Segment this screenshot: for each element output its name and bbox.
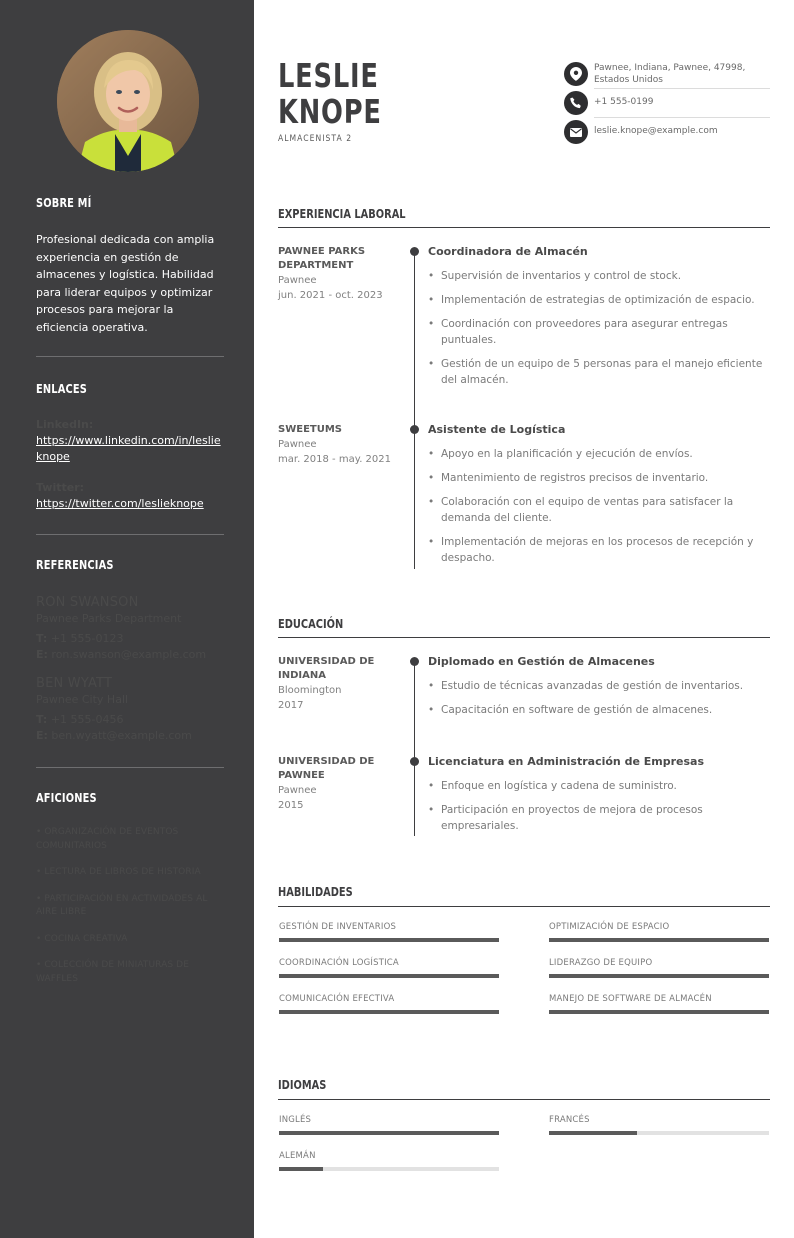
hobby-item: • ORGANIZACIÓN DE EVENTOS COMUNITARIOS	[36, 827, 179, 851]
skill-bar-fill	[549, 1010, 769, 1014]
entry-bullet: • Implementación de mejoras en los procesos de recepción y despacho.	[428, 534, 770, 566]
skill-label: MANEJO DE SOFTWARE DE ALMACÉN	[549, 994, 712, 1004]
contact-phone	[564, 91, 770, 115]
language-label: INGLÉS	[279, 1115, 312, 1125]
org-dates: 2017	[278, 700, 304, 711]
reference-item	[36, 675, 224, 744]
entry-bullet: • Participación en proyectos de mejora de procesos empresariales.	[428, 802, 770, 834]
timeline-dot	[410, 247, 419, 256]
reference-phone: +1 555-0123	[50, 632, 124, 645]
skill-label: COORDINACIÓN LOGÍSTICA	[279, 958, 399, 968]
links-title: ENLACES	[36, 382, 88, 396]
sidebar-divider	[36, 356, 224, 357]
language-bar	[279, 1131, 499, 1135]
org-location: Pawnee	[278, 439, 317, 450]
entry-bullet: • Estudio de técnicas avanzadas de gestión de inventarios.	[428, 678, 770, 694]
timeline-line	[414, 661, 415, 836]
timeline-dot	[410, 757, 419, 766]
twitter-link[interactable]: https://twitter.com/leslieknope	[36, 497, 204, 510]
skill-bar-fill	[549, 974, 769, 978]
timeline-dot	[410, 425, 419, 434]
entry-bullet: • Capacitación en software de gestión de almacenes.	[428, 702, 770, 718]
reference-org: Pawnee City Hall	[36, 693, 129, 706]
language-bar	[279, 1167, 499, 1171]
linkedin-link[interactable]: https://www.linkedin.com/in/leslieknope	[36, 434, 221, 463]
entry-bullet: • Mantenimiento de registros precisos de inventario.	[428, 470, 770, 486]
org-location: Pawnee	[278, 785, 317, 796]
skill-bar	[279, 938, 499, 942]
experience-entry	[428, 423, 770, 574]
section-rule	[278, 227, 770, 228]
skill-item	[549, 994, 769, 1014]
phone-icon	[564, 91, 588, 115]
org-name: UNIVERSIDAD DE INDIANA	[278, 656, 375, 681]
reference-phone-label: T:	[36, 632, 48, 645]
hobby-item: • PARTICIPACIÓN EN ACTIVIDADES AL AIRE LIBRE	[36, 893, 208, 917]
about-text: Profesional dedicada con amplia experiencia en gestión de almacenes y logística. Habilidad para liderar equipos y optimizar procesos para mejorar la eficiencia operativa.	[36, 233, 215, 334]
skill-item	[279, 922, 499, 942]
hobbies-list	[36, 826, 224, 999]
linkedin-label: LinkedIn:	[36, 418, 94, 431]
skill-bar-fill	[279, 1010, 499, 1014]
education-entry	[428, 655, 770, 726]
org-dates: 2015	[278, 800, 304, 811]
reference-email[interactable]: ron.swanson@example.com	[51, 648, 207, 661]
language-bar-fill	[279, 1131, 499, 1135]
person-name	[278, 58, 382, 130]
entry-bullet: • Apoyo en la planificación y ejecución de envíos.	[428, 446, 770, 462]
reference-phone: +1 555-0456	[50, 713, 124, 726]
skill-bar	[549, 938, 769, 942]
skill-label: GESTIÓN DE INVENTARIOS	[279, 922, 397, 932]
entry-title: Licenciatura en Administración de Empresas	[428, 755, 704, 768]
skill-item	[279, 958, 499, 978]
reference-item	[36, 594, 224, 663]
language-item	[279, 1151, 499, 1171]
contact-email	[564, 120, 770, 144]
hobby-item: • COCINA CREATIVA	[36, 933, 128, 944]
links-list	[36, 417, 224, 512]
job-role: ALMACENISTA 2	[278, 134, 353, 144]
skill-item	[549, 958, 769, 978]
skills-title: HABILIDADES	[278, 885, 353, 899]
language-bar-fill	[549, 1131, 637, 1135]
skill-bar	[549, 974, 769, 978]
entry-bullet: • Enfoque en logística y cadena de suministro.	[428, 778, 770, 794]
about-section	[36, 196, 224, 210]
education-org	[278, 755, 400, 813]
experience-org	[278, 423, 400, 467]
sidebar-divider	[36, 534, 224, 535]
skill-label: COMUNICACIÓN EFECTIVA	[279, 994, 395, 1004]
entry-bullet: • Supervisión de inventarios y control de stock.	[428, 268, 770, 284]
phone-text[interactable]: +1 555-0199	[594, 97, 654, 107]
languages-title: IDIOMAS	[278, 1078, 327, 1092]
address-text: Pawnee, Indiana, Pawnee, 47998, Estados Unidos	[594, 63, 746, 85]
reference-email[interactable]: ben.wyatt@example.com	[51, 729, 192, 742]
language-label: FRANCÉS	[549, 1115, 590, 1125]
hobby-item: • LECTURA DE LIBROS DE HISTORIA	[36, 867, 201, 877]
profile-photo	[57, 30, 199, 172]
org-location: Bloomington	[278, 685, 342, 696]
email-text[interactable]: leslie.knope@example.com	[594, 126, 718, 136]
reference-name: BEN WYATT	[36, 676, 113, 691]
skill-bar-fill	[279, 938, 499, 942]
skill-bar	[279, 1010, 499, 1014]
skill-label: LIDERAZGO DE EQUIPO	[549, 958, 653, 968]
twitter-label: Twitter:	[36, 481, 85, 494]
hobby-item: • COLECCIÓN DE MINIATURAS DE WAFFLES	[36, 960, 190, 984]
section-rule	[278, 906, 770, 907]
entry-title: Asistente de Logística	[428, 423, 566, 436]
references-title: REFERENCIAS	[36, 558, 114, 572]
sidebar-divider	[36, 767, 224, 768]
experience-org	[278, 245, 400, 303]
org-name: UNIVERSIDAD DE PAWNEE	[278, 756, 375, 781]
education-entry	[428, 755, 770, 842]
org-name: SWEETUMS	[278, 424, 342, 435]
reference-name: RON SWANSON	[36, 595, 139, 610]
skill-bar-fill	[279, 974, 499, 978]
skill-item	[279, 994, 499, 1014]
org-dates: mar. 2018 - may. 2021	[278, 454, 392, 465]
envelope-icon	[564, 120, 588, 144]
education-org	[278, 655, 400, 713]
contact-divider	[594, 117, 770, 118]
skill-item	[549, 922, 769, 942]
entry-title: Coordinadora de Almacén	[428, 245, 588, 258]
skill-bar-fill	[549, 938, 769, 942]
contact-address	[564, 62, 770, 88]
entry-bullet: • Colaboración con el equipo de ventas para satisfacer la demanda del cliente.	[428, 494, 770, 526]
contact-divider	[594, 88, 770, 89]
section-rule	[278, 1099, 770, 1100]
reference-email-label: E:	[36, 729, 48, 742]
org-dates: jun. 2021 - oct. 2023	[278, 290, 383, 301]
about-title: SOBRE MÍ	[36, 196, 92, 210]
reference-phone-label: T:	[36, 713, 48, 726]
experience-title: EXPERIENCIA LABORAL	[278, 207, 406, 221]
skill-bar	[549, 1010, 769, 1014]
entry-bullet: • Coordinación con proveedores para asegurar entregas puntuales.	[428, 316, 770, 348]
first-name: LESLIE	[278, 56, 379, 95]
experience-entry	[428, 245, 770, 396]
org-location: Pawnee	[278, 275, 317, 286]
language-bar	[549, 1131, 769, 1135]
skill-bar	[279, 974, 499, 978]
reference-email-label: E:	[36, 648, 48, 661]
entry-bullet: • Gestión de un equipo de 5 personas para el manejo eficiente del almacén.	[428, 356, 770, 388]
language-item	[549, 1115, 769, 1135]
hobbies-title: AFICIONES	[36, 791, 97, 805]
language-item	[279, 1115, 499, 1135]
entry-title: Diplomado en Gestión de Almacenes	[428, 655, 655, 668]
education-title: EDUCACIÓN	[278, 617, 344, 631]
last-name: KNOPE	[278, 92, 382, 131]
skill-label: OPTIMIZACIÓN DE ESPACIO	[549, 922, 670, 932]
timeline-line	[414, 251, 415, 569]
language-label: ALEMÁN	[279, 1151, 316, 1161]
entry-bullet: • Implementación de estrategias de optimización de espacio.	[428, 292, 770, 308]
language-bar-fill	[279, 1167, 323, 1171]
section-rule	[278, 637, 770, 638]
timeline-dot	[410, 657, 419, 666]
map-pin-icon	[564, 62, 588, 86]
org-name: PAWNEE PARKS DEPARTMENT	[278, 246, 366, 271]
reference-org: Pawnee Parks Department	[36, 612, 182, 625]
